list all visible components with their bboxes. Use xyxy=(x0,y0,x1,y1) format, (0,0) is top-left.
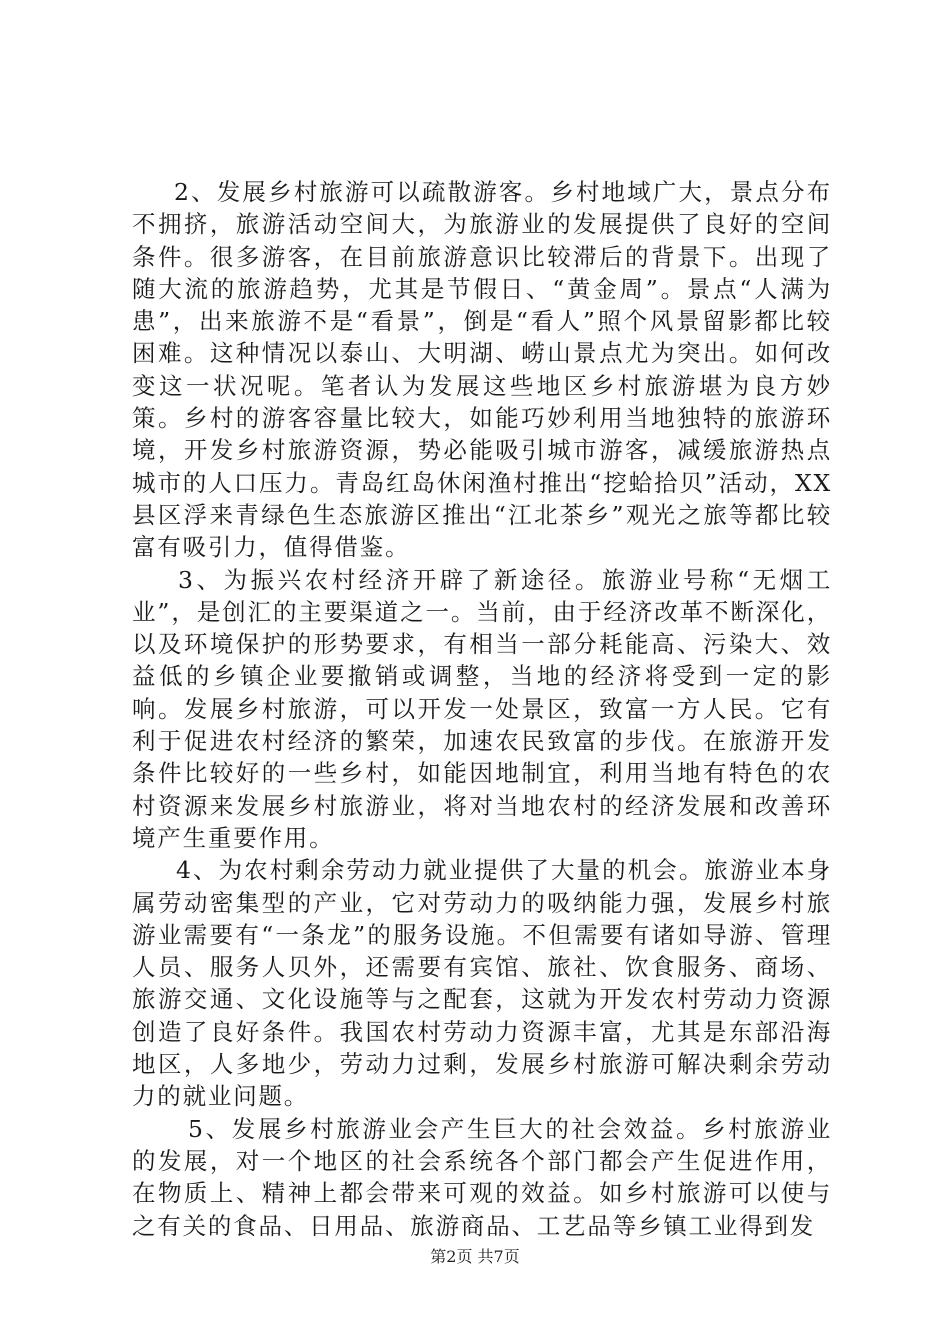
page-number: 第2页 共7页 xyxy=(430,1247,520,1266)
paragraph-2: 2、发展乡村旅游可以疏散游客。乡村地域广大，景点分布不拥挤，旅游活动空间大，为旅游业的发展提供了良好的空间条件。很多游客，在目前旅游意识比较滞后的背景下。出现了随大流的旅游趋势，尤其是节假日、“黄金周”。景点“人满为患”，出来旅游不是“看景”，倒是“看人”照个风景留影都比较困难。这种情况以泰山、大明湖、崂山景点尤为突出。如何改变这一状况呢。笔者认为发展这些地区乡村旅游堪为良方妙策。乡村的游客容量比较大，如能巧妙利用当地独特的旅游环境，开发乡村旅游资源，势必能吸引城市游客，减缓旅游热点城市的人口压力。青岛红岛休闲渔村推出“挖蛤拾贝”活动，XX县区浮来青绿色生态旅游区推出“江北茶乡”观光之旅等都比较富有吸引力，值得借鉴。 xyxy=(132,178,832,562)
paragraph-5: 5、发展乡村旅游业会产生巨大的社会效益。乡村旅游业的发展，对一个地区的社会系统各个部门都会产生促进作用，在物质上、精神上都会带来可观的效益。如乡村旅游可以使与之有关的食品、日用品、旅游商品、工艺品等乡镇工业得到发 xyxy=(132,1114,832,1240)
page-footer xyxy=(0,1244,950,1267)
paragraph-4: 4、为农村剩余劳动力就业提供了大量的机会。旅游业本身属劳动密集型的产业，它对劳动力的吸纳能力强，发展乡村旅游业需要有“一条龙”的服务设施。不但需要有诸如导游、管理人员、服务人贝外，还需要有宾馆、旅社、饮食服务、商场、旅游交通、文化设施等与之配套，这就为开发农村劳动力资源创造了良好条件。我国农村劳动力资源丰富，尤其是东部沿海地区，人多地少，劳动力过剩，发展乡村旅游可解决剩余劳动力的就业问题。 xyxy=(132,856,832,1111)
document-body xyxy=(132,176,832,1242)
paragraph-3: 3、为振兴农村经济开辟了新途径。旅游业号称“无烟工业”，是创汇的主要渠道之一。当前，由于经济改革不断深化，以及环境保护的形势要求，有相当一部分耗能高、污染大、效益低的乡镇企业要撤销或调整，当地的经济将受到一定的影响。发展乡村旅游，可以开发一处景区，致富一方人民。它有利于促进农村经济的繁荣，加速农民致富的步伐。在旅游开发条件比较好的一些乡村，如能因地制宜，利用当地有特色的农村资源来发展乡村旅游业，将对当地农村的经济发展和改善环境产生重要作用。 xyxy=(132,565,832,852)
